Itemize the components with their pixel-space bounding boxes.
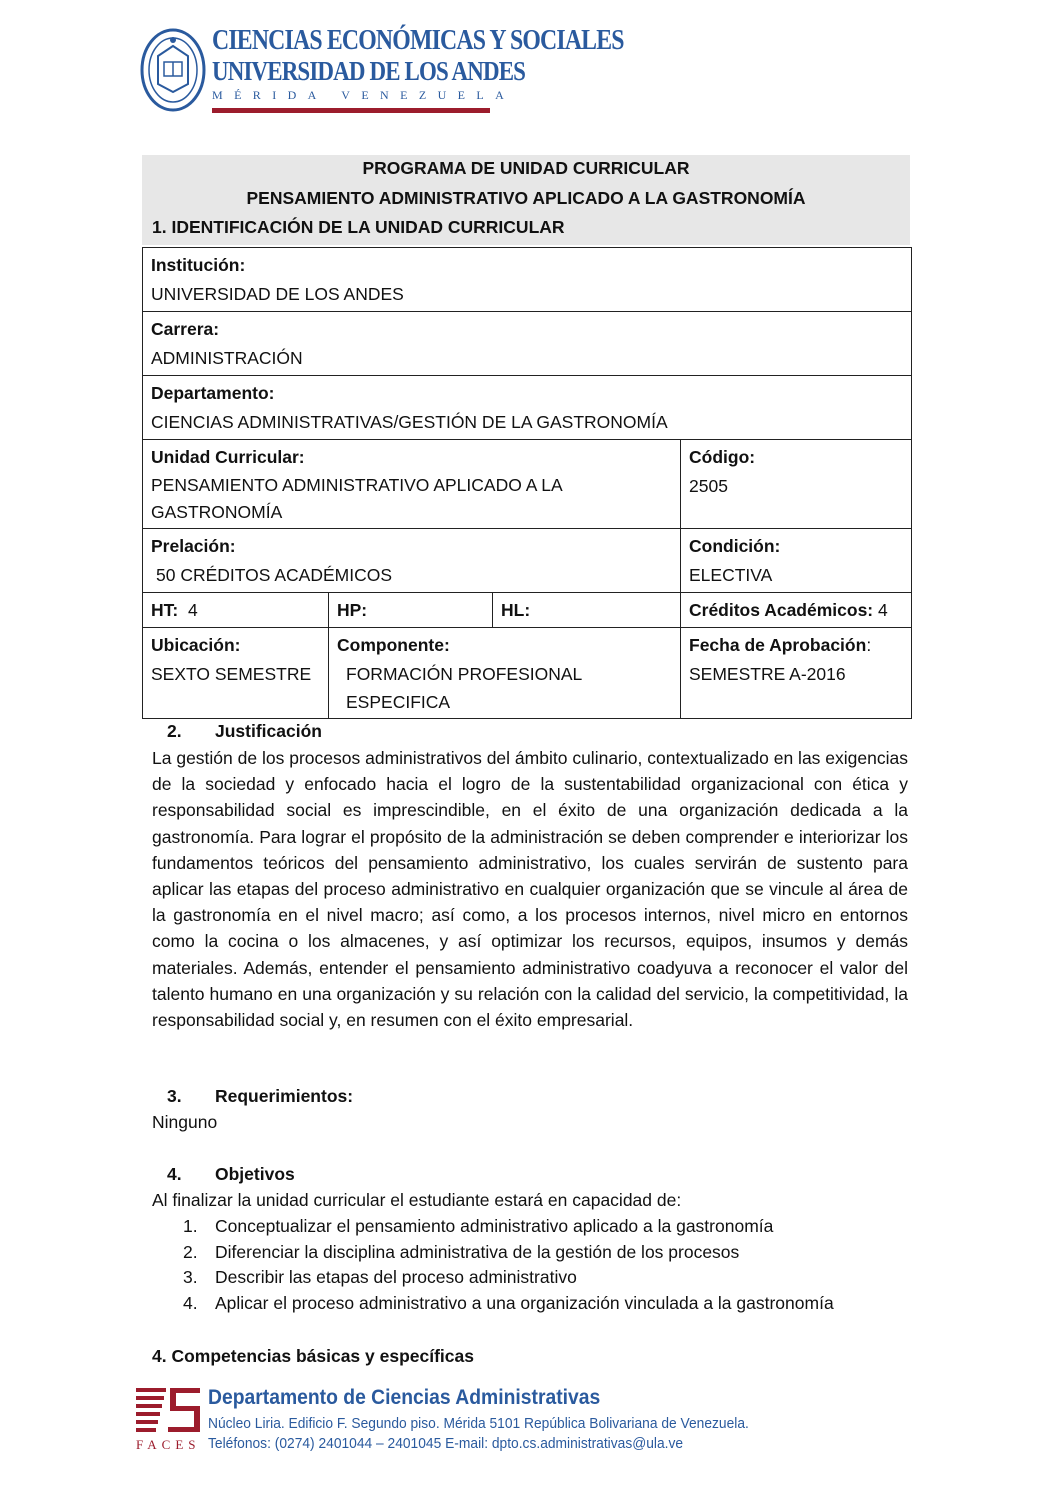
- faces-wordmark: FACES: [136, 1437, 201, 1452]
- creditos-label: Créditos Académicos:: [689, 600, 874, 620]
- table-row: [143, 440, 912, 529]
- section-4-heading: [142, 1164, 542, 1188]
- document-title: PROGRAMA DE UNIDAD CURRICULAR: [362, 158, 690, 178]
- hp-label: HP:: [337, 600, 368, 620]
- institucion-value: UNIVERSIDAD DE LOS ANDES: [151, 284, 404, 304]
- section-number: 3.: [167, 1086, 182, 1106]
- table-row: [143, 529, 912, 593]
- ht-label: HT:: [151, 600, 179, 620]
- university-location: MÉRIDA VENEZUELA: [212, 88, 516, 102]
- departamento-label: Departamento:: [151, 383, 275, 403]
- table-row: [143, 312, 912, 376]
- hl-label: HL:: [501, 600, 531, 620]
- unidad-value: PENSAMIENTO ADMINISTRATIVO APLICADO A LA GASTRONOMÍA: [151, 475, 562, 522]
- departamento-value: CIENCIAS ADMINISTRATIVAS/GESTIÓN DE LA GASTRONOMÍA: [151, 412, 668, 432]
- carrera-label: Carrera:: [151, 319, 220, 339]
- componente-value: FORMACIÓN PROFESIONAL ESPECIFICA: [346, 664, 582, 712]
- objetivos-intro: Al finalizar la unidad curricular el estudiante estará en capacidad de:: [152, 1190, 682, 1210]
- list-text: Aplicar el proceso administrativo a una organización vinculada a la gastronomía: [215, 1292, 834, 1313]
- table-cell: [143, 312, 912, 376]
- table-cell: [143, 628, 329, 719]
- university-seal-icon: [140, 26, 206, 112]
- list-item: [152, 1214, 912, 1240]
- condicion-value: ELECTIVA: [689, 565, 773, 585]
- ht-value: 4: [187, 600, 198, 620]
- table-cell: [329, 593, 493, 628]
- creditos-value: 4: [878, 600, 888, 620]
- section-2-heading: [142, 721, 542, 745]
- title-band: [142, 155, 910, 245]
- carrera-value: ADMINISTRACIÓN: [151, 348, 303, 368]
- institucion-label: Institución:: [151, 255, 246, 275]
- table-row: [143, 593, 912, 628]
- list-item: [152, 1240, 912, 1266]
- objetivos-list: [152, 1214, 912, 1316]
- ubicacion-label: Ubicación:: [151, 635, 241, 655]
- prelacion-value: 50 CRÉDITOS ACADÉMICOS: [156, 565, 392, 585]
- list-number: 3.: [183, 1267, 198, 1288]
- list-text: Diferenciar la disciplina administrativa de la gestión de los procesos: [215, 1241, 740, 1262]
- table-cell: [493, 593, 681, 628]
- requerimientos-text: Ninguno: [152, 1112, 218, 1132]
- list-item: [152, 1291, 912, 1317]
- componente-label: Componente:: [337, 635, 450, 655]
- section-title: Objetivos: [215, 1164, 295, 1184]
- table-cell: [143, 593, 329, 628]
- list-item: [152, 1265, 912, 1291]
- faces-logo-icon: [134, 1386, 204, 1441]
- unidad-label: Unidad Curricular:: [151, 447, 305, 467]
- table-cell: [681, 440, 912, 529]
- table-cell: [681, 529, 912, 593]
- list-number: 4.: [183, 1292, 198, 1313]
- fecha-value: SEMESTRE A-2016: [689, 664, 846, 684]
- section-title: Requerimientos:: [215, 1086, 354, 1106]
- section-number: 4.: [167, 1164, 182, 1184]
- university-name: UNIVERSIDAD DE LOS ANDES: [212, 56, 526, 86]
- section-number: 2.: [167, 721, 182, 741]
- table-cell: [329, 628, 681, 719]
- faculty-name: CIENCIAS ECONÓMICAS Y SOCIALES: [212, 24, 624, 56]
- table-row: [143, 248, 912, 312]
- faculty-header-logo: [140, 24, 624, 116]
- table-cell: [143, 376, 912, 440]
- course-title: PENSAMIENTO ADMINISTRATIVO APLICADO A LA GASTRONOMÍA: [246, 188, 806, 208]
- department-footer: [134, 1386, 749, 1456]
- competencias-heading: 4. Competencias básicas y específicas: [152, 1346, 474, 1366]
- section-1-heading: 1. IDENTIFICACIÓN DE LA UNIDAD CURRICULAR: [152, 217, 565, 237]
- fecha-label: Fecha de Aprobación: [689, 635, 867, 655]
- table-cell: [143, 248, 912, 312]
- table-row: [143, 628, 912, 719]
- table-cell: [143, 440, 681, 529]
- department-address: Núcleo Liria. Edificio F. Segundo piso. Mérida 5101 República Bolivariana de Venezuela.: [208, 1415, 749, 1432]
- list-text: Conceptualizar el pensamiento administrativo aplicado a la gastronomía: [215, 1216, 774, 1236]
- department-contact: Teléfonos: (0274) 2401044 – 2401045 E-mail: dpto.cs.administrativas@ula.ve: [208, 1435, 684, 1452]
- codigo-label: Código:: [689, 447, 756, 467]
- header-divider: [212, 108, 490, 113]
- identification-table: [142, 247, 912, 719]
- list-text: Describir las etapas del proceso administrativo: [215, 1267, 577, 1288]
- table-cell: [681, 628, 912, 719]
- section-3-heading: [142, 1086, 542, 1110]
- prelacion-label: Prelación:: [151, 536, 236, 556]
- codigo-value: 2505: [689, 476, 728, 496]
- department-name: Departamento de Ciencias Administrativas: [208, 1386, 601, 1409]
- table-cell: [143, 529, 681, 593]
- section-title: Justificación: [215, 721, 322, 741]
- table-row: [143, 376, 912, 440]
- list-number: 2.: [183, 1241, 198, 1262]
- fecha-colon: :: [866, 635, 872, 655]
- justificacion-paragraph: La gestión de los procesos administrativos del ámbito culinario, contextualizado en las exigencias de la sociedad y enfocado hacia el logro de la sustentabilidad organizacional con ética y responsabilidad social es imprescindible, en el éxito de una organización dedicada a la gastronomía. Para lograr el propósito de la administración se deben comprender e interiorizar los fundamentos teóricos del pensamiento administrativo, los cuales servirán de sustento para aplicar las etapas del proceso administrativo en cualquier organización que se vincule al área de la gastronomía en el nivel macro; así como, a los procesos internos, nivel micro en entornos como la cocina o los almacenes, y así optimizar los recursos, equipos, insumos y demás materiales. Además, entender el pensamiento administrativo coadyuva a reconocer el valor del talento humano en una organización y su relación con la calidad del servicio, la competitividad, la responsabilidad social y, en resumen con el éxito empresarial.: [152, 748, 908, 1031]
- table-cell: [681, 593, 912, 628]
- ubicacion-value: SEXTO SEMESTRE: [151, 664, 312, 684]
- list-number: 1.: [183, 1216, 198, 1236]
- condicion-label: Condición:: [689, 536, 781, 556]
